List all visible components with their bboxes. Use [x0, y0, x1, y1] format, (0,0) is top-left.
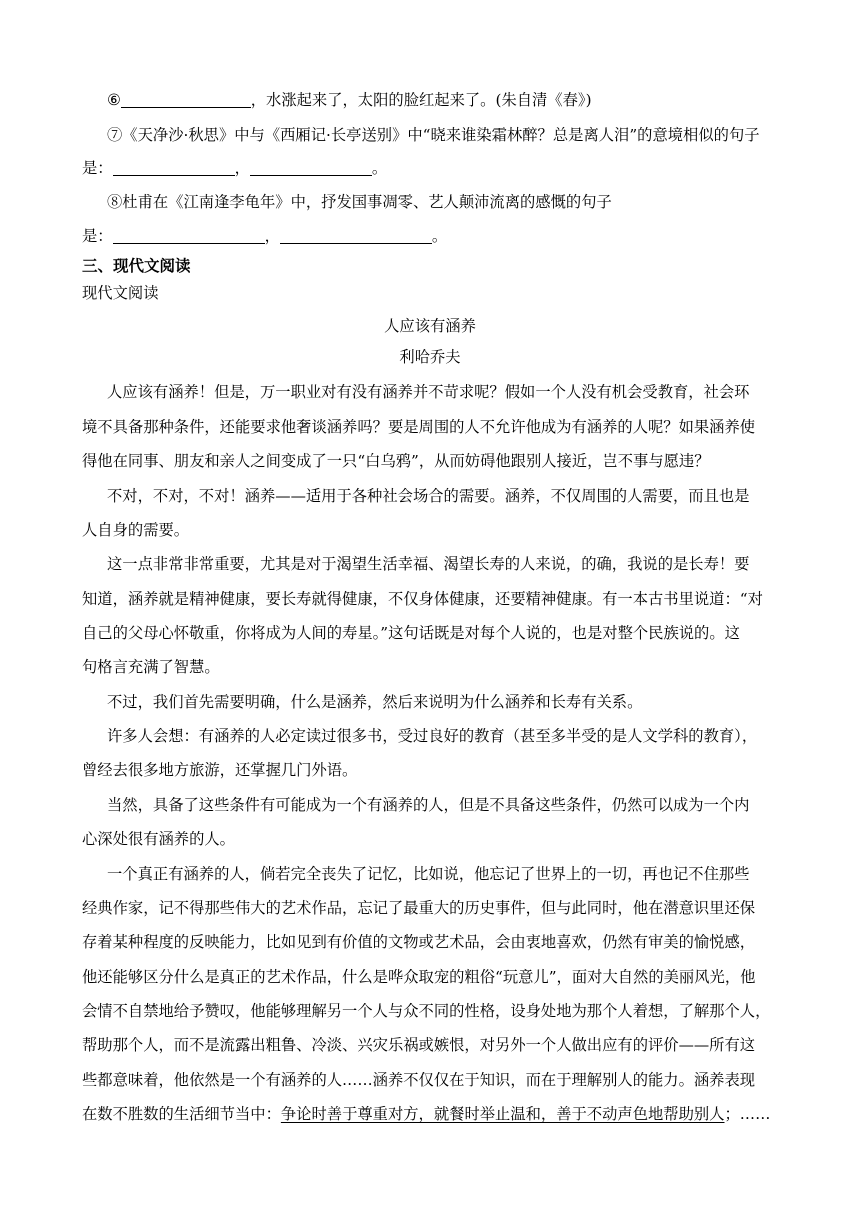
article-line: 这一点非常非常重要，尤其是对于渴望生活幸福、渴望长寿的人来说，的确，我说的是长寿！要	[107, 555, 750, 573]
item-number: ⑥	[107, 91, 121, 109]
article-line: 曾经去很多地方旅游，还掌握几门外语。	[82, 761, 358, 779]
answer-end: 。	[431, 227, 448, 245]
article-line: 会情不自禁地给予赞叹，他能够理解另一个人与众不同的性格，设身处地为那个人着想，了解那个人，	[82, 1002, 771, 1020]
article-line: 知道，涵养就是精神健康，要长寿就得健康，不仅身体健康，还要精神健康。有一本古书里说道：“对	[82, 590, 763, 608]
answer-blank[interactable]	[113, 227, 265, 244]
answer-blank[interactable]	[250, 159, 372, 176]
recitation-item-7-question: ⑦《天净沙·秋思》中与《西厢记·长亭送别》中“晓来谁染霜林醉？总是离人泪”的意境相似的句子	[107, 126, 760, 144]
article-text: 在数不胜数的生活细节当中：	[82, 1105, 281, 1123]
article-line: 经典作家，记不得那些伟大的艺术作品，忘记了最重大的历史事件，但与此同时，他在潜意识里还保	[82, 899, 756, 917]
answer-separator: ，	[264, 227, 280, 245]
article-line: 人自身的需要。	[82, 521, 190, 539]
item-text: ，水涨起来了，太阳的脸红起来了。(朱自清《春》)	[250, 91, 592, 109]
recitation-item-6	[107, 90, 592, 110]
article-last-line	[82, 1104, 770, 1124]
section-heading: 三、现代文阅读	[82, 257, 191, 275]
answer-separator: ，	[234, 159, 250, 177]
answer-prefix: 是：	[82, 159, 113, 177]
article-author: 利哈乔夫	[399, 348, 461, 366]
answer-end: 。	[371, 159, 388, 177]
article-line: 些都意味着，他依然是一个有涵养的人……涵养不仅仅在于知识，而在于理解别人的能力。涵养表现	[82, 1071, 756, 1089]
article-line: 当然，具备了这些条件有可能成为一个有涵养的人，但是不具备这些条件，仍然可以成为一个内	[107, 796, 750, 814]
article-line: 不过，我们首先需要明确，什么是涵养，然后来说明为什么涵养和长寿有关系。	[107, 693, 643, 711]
article-line: 不对，不对，不对！涵养——适用于各种社会场合的需要。涵养，不仅周围的人需要，而且也是	[107, 487, 750, 505]
answer-blank[interactable]	[121, 91, 251, 108]
article-title: 人应该有涵养	[384, 317, 476, 335]
article-line: 他还能够区分什么是真正的艺术作品，什么是哗众取宠的粗俗“玩意儿”，面对大自然的美丽风光，他	[82, 968, 756, 986]
article-line: 许多人会想：有涵养的人必定读过很多书，受过良好的教育（甚至多半受的是人文学科的教育），	[107, 727, 758, 745]
article-line: 得他在同事、朋友和亲人之间变成了一只“白乌鸦”，从而妨碍他跟别人接近，岂不事与愿违？	[82, 452, 710, 470]
article-line: 境不具备那种条件，还能要求他奢谈涵养吗？要是周围的人不允许他成为有涵养的人呢？如果涵养使	[82, 418, 756, 436]
section-subheading: 现代文阅读	[82, 284, 159, 302]
article-line: 句格言充满了智慧。	[82, 658, 220, 676]
recitation-item-8-question: ⑧杜甫在《江南逢李龟年》中，抒发国事凋零、艺人颠沛流离的感慨的句子	[107, 193, 612, 211]
answer-blank[interactable]	[280, 227, 432, 244]
article-line: 人应该有涵养！但是，万一职业对有没有涵养并不苛求呢？假如一个人没有机会受教育，社会环	[107, 383, 750, 401]
answer-prefix: 是：	[82, 227, 113, 245]
underlined-sentence: 争论时善于尊重对方，就餐时举止温和，善于不动声色地帮助别人	[280, 1105, 725, 1123]
article-text: ；……	[724, 1105, 771, 1123]
article-line: 帮助那个人，而不是流露出粗鲁、冷淡、兴灾乐祸或嫉恨，对另外一个人做出应有的评价——所有这	[82, 1036, 756, 1054]
article-line: 一个真正有涵养的人，倘若完全丧失了记忆，比如说，他忘记了世界上的一切，再也记不住那些	[107, 865, 750, 883]
article-line: 心深处很有涵养的人。	[82, 830, 235, 848]
recitation-item-7-answer	[82, 158, 387, 178]
article-line: 存着某种程度的反映能力，比如见到有价值的文物或艺术品，会由衷地喜欢，仍然有审美的愉悦感，	[82, 933, 756, 951]
answer-blank[interactable]	[113, 159, 235, 176]
article-line: 自己的父母心怀敬重，你将成为人间的寿星。”这句话既是对每个人说的，也是对整个民族说的。这	[82, 624, 740, 642]
recitation-item-8-answer	[82, 226, 447, 246]
